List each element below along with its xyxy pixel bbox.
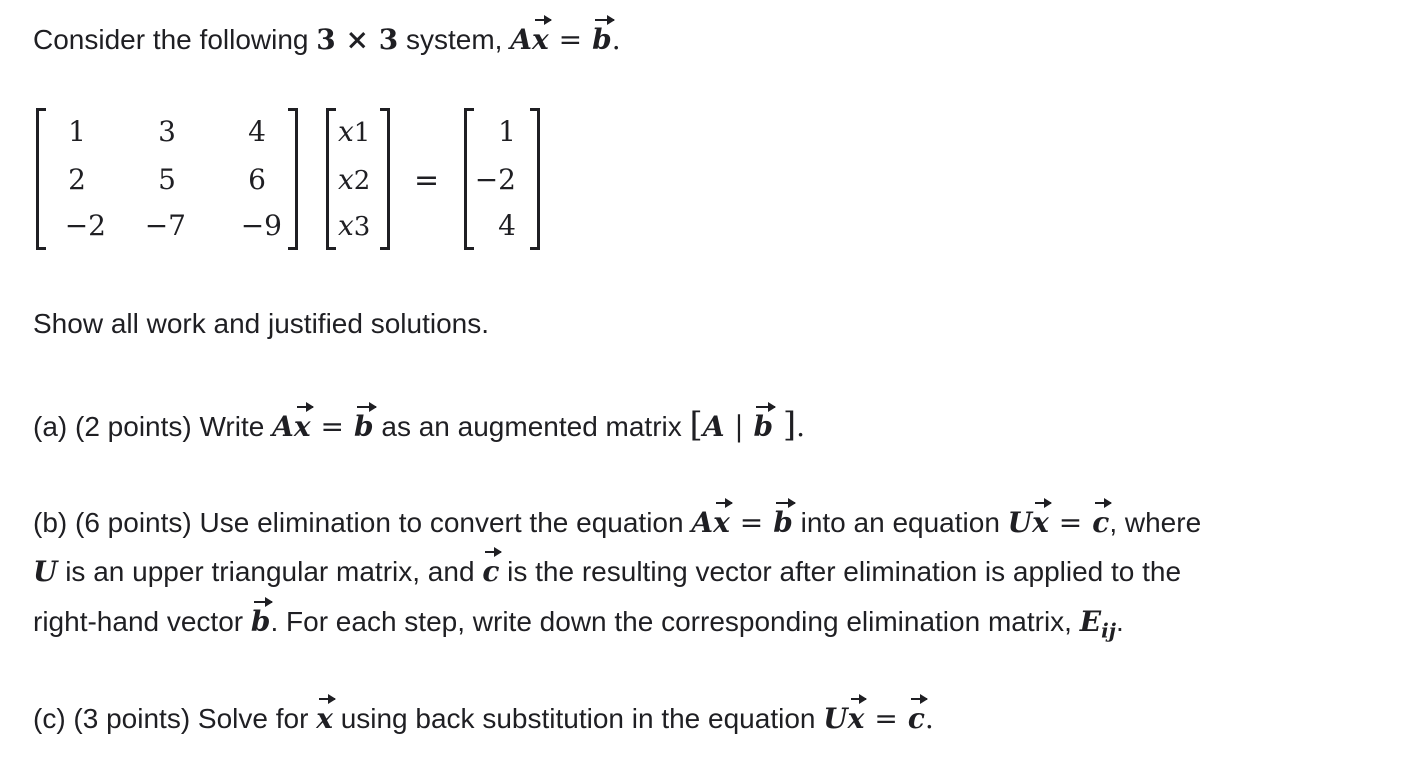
a-23: 6 [248, 163, 266, 196]
augmented-matrix-notation: [A | b ]. [689, 405, 805, 445]
part-b-line3-suffix: . For each step, write down the corresponding elimination matrix, [270, 606, 1072, 637]
part-b-line-3: right-hand vector b. For each step, write down the corresponding elimination matrix, $E_{ij}$. [33, 605, 1124, 643]
part-b-mid: into an equation [800, 507, 1000, 538]
part-b-equation-ux-c: Ux = c [1007, 506, 1110, 539]
part-a-suffix: as an augmented matrix [381, 411, 682, 442]
vector-b-right-bracket [530, 108, 540, 250]
part-b-line-1 [33, 506, 1202, 539]
a-33: −9 [240, 209, 282, 242]
x-2: x2 [338, 163, 371, 196]
part-c-prefix: (c) (3 points) Solve for [33, 703, 309, 734]
part-b-line2-after-u: is an upper triangular matrix, and [65, 556, 475, 587]
vector-x-left-bracket [326, 108, 336, 250]
part-b-line3-prefix: right-hand vector [33, 606, 244, 637]
x-3: x3 [338, 209, 371, 242]
symbol-x-vector: x [316, 702, 333, 735]
intro-text-before: Consider the following [33, 24, 309, 55]
part-a-equation: Ax = b [272, 410, 374, 443]
part-b-equation-ax-b: Ax = b [691, 506, 793, 539]
a-21: 2 [68, 163, 86, 196]
symbol-eij: $E_{ij}$ [1079, 605, 1116, 643]
a-13: 4 [248, 115, 266, 148]
symbol-u: U [33, 555, 58, 588]
part-c-equation-ux-c: Ux = c. [823, 702, 934, 735]
a-11: 1 [68, 115, 86, 148]
a-22: 5 [158, 163, 176, 196]
a-12: 3 [158, 115, 176, 148]
part-b-suffix: , where [1109, 507, 1202, 538]
intro-line [33, 23, 621, 56]
a-31: −2 [64, 209, 106, 242]
part-a [33, 405, 805, 445]
system-size: 3 × 3 [316, 23, 399, 56]
part-b-line-2 [33, 555, 1182, 588]
part-b-line2-after-c: is the resulting vector after elimination is applied to the [507, 556, 1182, 587]
part-c-mid: using back substitution in the equation [340, 703, 816, 734]
a-32: −7 [144, 209, 186, 242]
symbol-b-vector: b [250, 605, 271, 638]
part-c [33, 702, 934, 735]
part-b-prefix: (b) (6 points) Use elimination to convert the equation [33, 507, 684, 538]
x-1: x1 [338, 115, 371, 148]
matrix-equation [36, 108, 556, 254]
vector-x-right-bracket [380, 108, 390, 250]
symbol-c-vector: c [482, 555, 500, 588]
intro-equation: Ax = b. [510, 23, 621, 56]
matrix-a-right-bracket [288, 108, 298, 250]
b-2: −2 [474, 163, 516, 196]
equals-sign: = [414, 163, 440, 198]
intro-text-after: system, [405, 24, 503, 55]
b-1: 1 [498, 115, 516, 148]
b-3: 4 [498, 209, 516, 242]
part-a-prefix: (a) (2 points) Write [33, 411, 265, 442]
instruction-text: Show all work and justified solutions. [33, 308, 490, 339]
